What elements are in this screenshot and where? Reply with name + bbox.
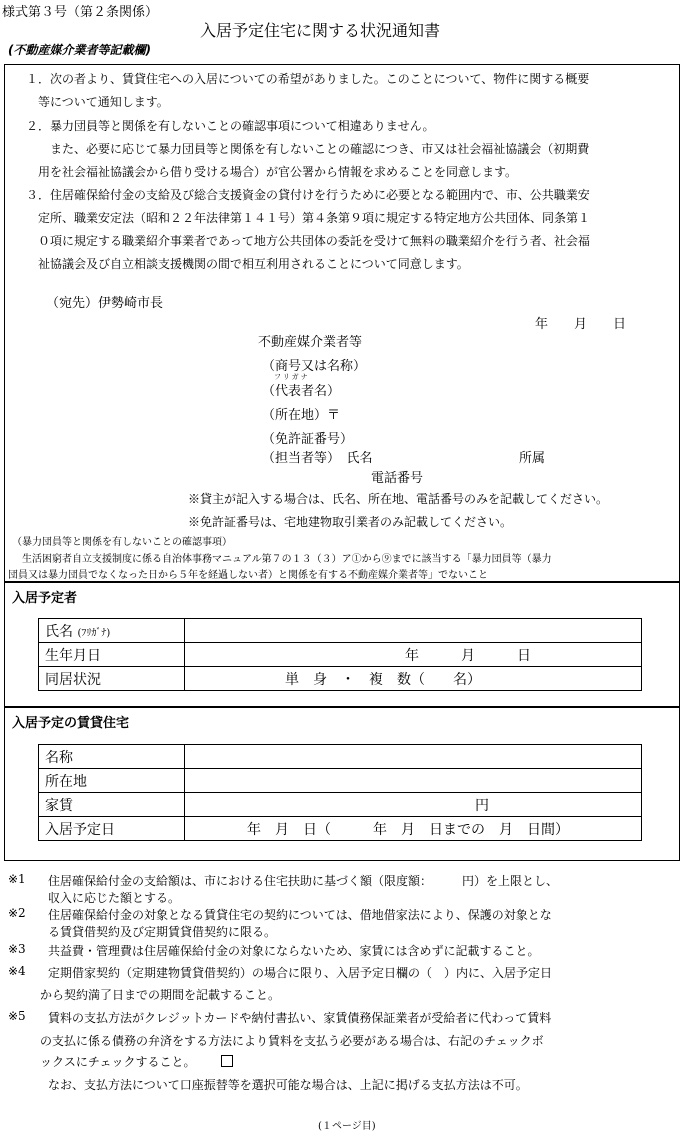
footnote-4-line-2: から契約満了日までの期間を記載すること。 [40,988,281,1002]
tenant-heading: 入居予定者 [12,591,78,606]
footnote-1-mark: ※1 [8,872,26,886]
notice-2-line-2: また、必要に応じて暴力団員等と関係を有しないことの確認につき、市又は社会福祉協議会（初期費 [50,142,590,156]
housing-name-field[interactable] [185,745,642,769]
table-row [39,793,642,817]
housing-heading: 入居予定の賃貸住宅 [12,716,130,731]
footnote-2-line-2: る賃貸借契約及び定期賃貸借契約に限る。 [48,925,277,939]
notice-2-line-3: 用を社会福祉協議会から借り受ける場合）が官公署から情報を求めることを同意します。 [38,165,518,179]
agent-note-2: ※免許証番号は、宅地建物取引業者のみ記載してください。 [188,515,513,529]
footnote-5-mark: ※5 [8,1009,26,1023]
footnote-5-line-4: なお、支払方法について口座振替等を選択可能な場合は、上記に掲げる支払方法は不可。 [48,1078,528,1092]
notice-3-line-2: 定所、職業安定法（昭和２２年法律第１４１号）第４条第９項に規定する特定地方公共団体、同条第１ [38,211,591,225]
housing-movein-field[interactable]: 年 月 日（ 年 月 日までの 月 日間） [185,817,642,841]
bo-check-line-2: 団員又は暴力団員でなくなった日から５年を経過しない者）と関係を有する不動産媒介業者等」でないこと [8,570,488,581]
housing-table [38,744,642,841]
footnote-4-mark: ※4 [8,964,26,978]
agent-staff: （担当者等） 氏名 [262,451,373,466]
notice-3-line-3: ０項に規定する職業紹介事業者であって地方公共団体の委託を受けて無料の職業紹介を行う者、社会福 [38,234,590,248]
tenant-name-kana: (ﾌﾘｶﾞﾅ) [77,627,111,639]
agent-trade-name: （商号又は名称） [262,359,367,374]
agent-address: （所在地）〒 [262,408,341,423]
table-row [39,745,642,769]
tenant-living-label: 同居状況 [39,667,185,691]
payment-method-checkbox[interactable] [221,1055,233,1067]
footnote-5-line-3-text: ックスにチェックすること。 [40,1055,196,1069]
notice-1-line-1: １．次の者より、賃貸住宅への入居についての希望がありました。このことについて、物件に関する概要 [26,72,590,86]
notice-2-line-1: ２．暴力団員等と関係を有しないことの確認事項について相違ありません。 [26,119,435,133]
notice-3-line-1: ３．住居確保給付金の支給及び総合支援資金の貸付けを行うために必要となる範囲内で、市、公共職業安 [26,188,590,202]
footnote-5-line-1: 賃料の支払方法がクレジットカードや納付書払い、家賃債務保証業者が受給者に代わって賃料 [48,1011,552,1025]
agent-license: （免許証番号） [262,432,354,447]
housing-name-label: 名称 [39,745,185,769]
document-title: 入居予定住宅に関する状況通知書 [200,21,441,40]
tenant-name-label: 氏名 [45,623,73,640]
footnote-4-line-1: 定期借家契約（定期建物賃貸借契約）の場合に限り、入居予定日欄の（ ）内に、入居予定日 [48,966,553,980]
housing-rent-label: 家賃 [39,793,185,817]
bo-check-line-1: 生活困窮者自立支援制度に係る自治体事務マニュアル第７の１３（３）ア①から⑨までに該当する「暴力団員等（暴力 [22,554,552,565]
footnote-2-line-1: 住居確保給付金の対象となる賃貸住宅の契約については、借地借家法により、保護の対象とな [48,908,552,922]
bo-check-title: （暴力団員等と関係を有しないことの確認事項） [12,537,232,548]
footnote-1-line-1: 住居確保給付金の支給額は、市における住宅扶助に基づく額（限度額： 円）を上限とし、 [48,874,559,888]
footnote-5-line-2: の支払に係る債務の弁済をする方法により賃料を支払う必要がある場合は、右記のチェックボ [40,1034,544,1048]
date-line: 年 月 日 [535,317,627,332]
section-label: (不動産媒介業者等記載欄) [8,43,151,57]
housing-movein-label: 入居予定日 [39,817,185,841]
tenant-name-field[interactable] [185,619,642,643]
agent-heading: 不動産媒介業者等 [258,335,363,350]
tenant-dob-label: 生年月日 [39,643,185,667]
tenant-dob-field[interactable]: 年 月 日 [185,643,642,667]
representative-label: （代表者名） [262,384,341,399]
footnote-2-mark: ※2 [8,906,26,920]
agent-dept: 所属 [519,451,546,466]
tenant-table [38,618,642,691]
footnote-1-line-2: 収入に応じた額とする。 [48,891,181,905]
footnote-5-line-3 [40,1053,233,1070]
table-row [39,667,642,691]
table-row [39,643,642,667]
form-number: 様式第３号（第２条関係） [2,5,159,20]
table-row [39,769,642,793]
notice-1-line-2: 等について通知します。 [38,95,169,109]
representative-ruby: フリガナ [274,373,310,381]
page-number: (１ページ目) [318,1121,376,1132]
tenant-living-field[interactable]: 単 身 ・ 複 数（ 名） [185,667,642,691]
notice-3-line-4: 祉協議会及び自立相談支援機関の間で相互利用されることについて同意します。 [38,257,469,271]
tenant-name-label-cell [39,619,185,643]
housing-address-label: 所在地 [39,769,185,793]
table-row [39,817,642,841]
footnote-3-line-1: 共益費・管理費は住居確保給付金の対象にならないため、家賃には含めずに記載すること。 [48,944,540,958]
agent-representative [262,373,341,399]
agent-phone: 電話番号 [371,471,424,486]
addressee: （宛先）伊勢崎市長 [46,296,164,311]
housing-rent-field[interactable]: 円 [185,793,642,817]
housing-address-field[interactable] [185,769,642,793]
table-row [39,619,642,643]
footnote-3-mark: ※3 [8,942,26,956]
agent-note-1: ※貸主が記入する場合は、氏名、所在地、電話番号のみを記載してください。 [188,492,609,506]
